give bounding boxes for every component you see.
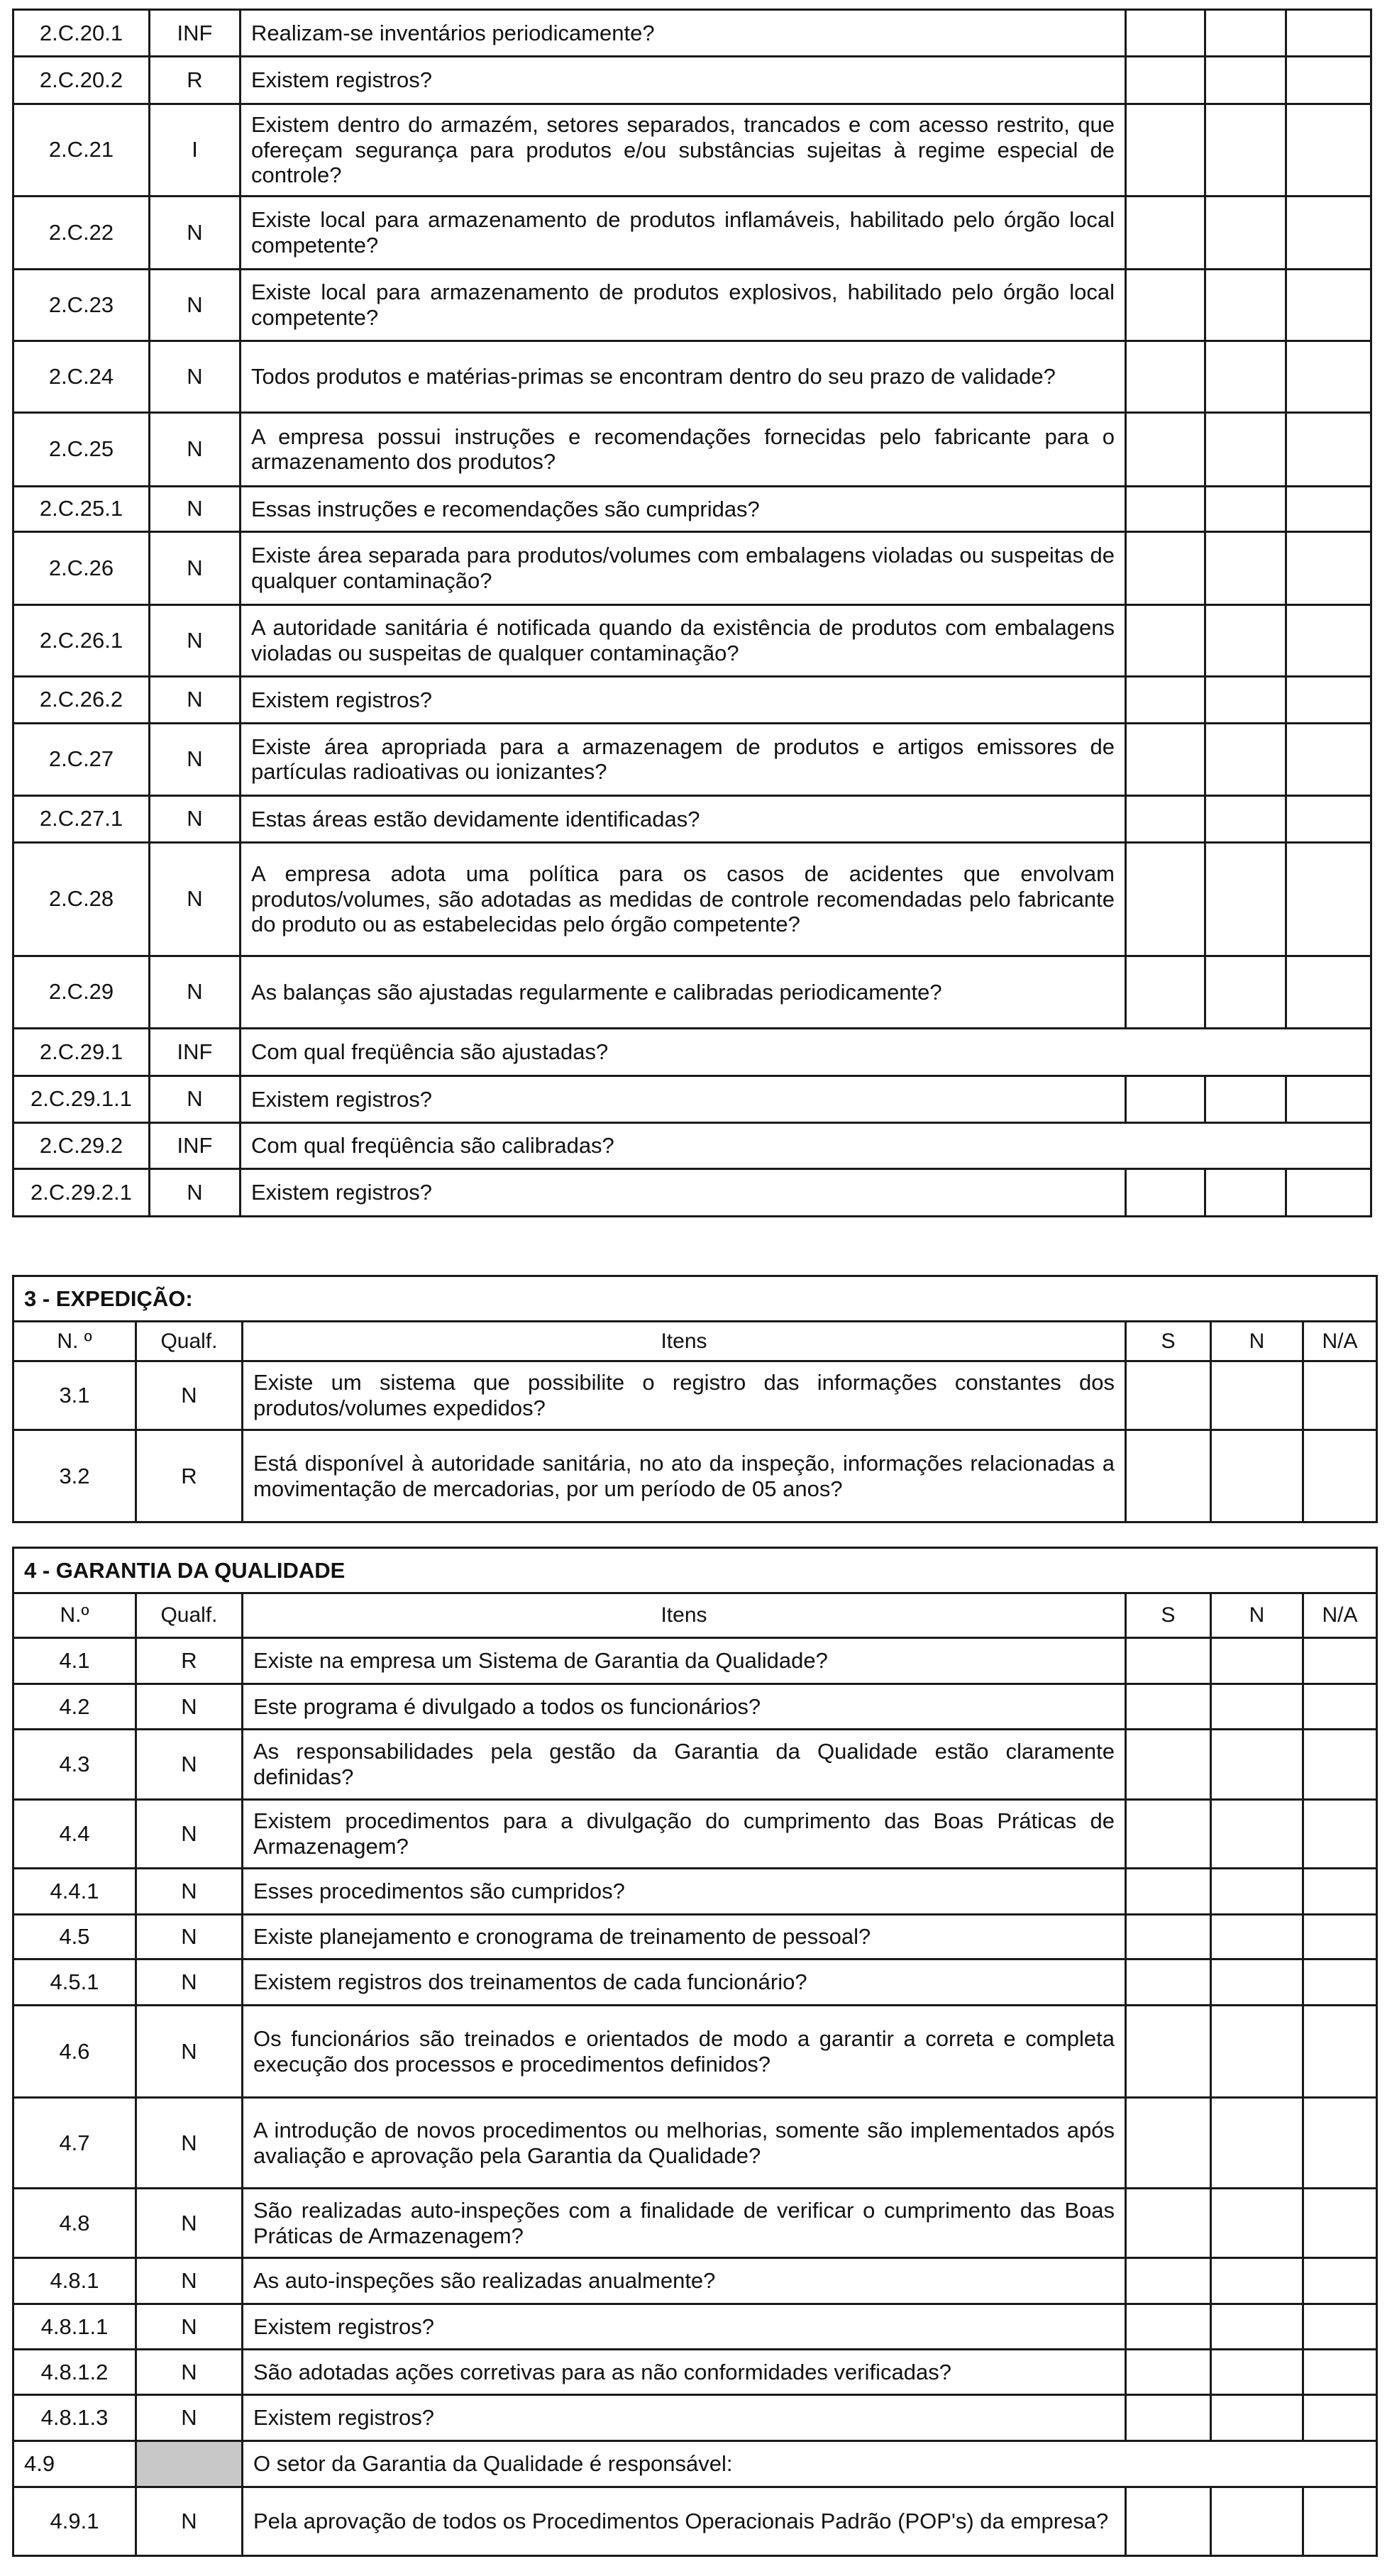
item-text: Existe na empresa um Sistema de Garantia da Qualidade? xyxy=(243,1638,1126,1684)
answer-box-na[interactable] xyxy=(1303,1915,1377,1959)
answer-box-na[interactable] xyxy=(1303,1684,1377,1730)
item-text: Existem registros? xyxy=(243,2304,1126,2350)
answer-box-na[interactable] xyxy=(1286,795,1371,842)
answer-box-n[interactable] xyxy=(1211,1684,1303,1730)
answer-box-n[interactable] xyxy=(1205,1168,1286,1216)
item-text: Está disponível à autoridade sanitária, no ato da inspeção, informações relacionadas a movimentação de mercadorias, por um período de 05 anos? xyxy=(243,1430,1126,1522)
item-text: Existem registros? xyxy=(241,1168,1126,1216)
item-text: Existe local para armazenamento de produtos explosivos, habilitado pelo órgão local competente? xyxy=(241,269,1126,341)
answer-box-na[interactable] xyxy=(1286,486,1371,531)
item-number: 2.C.20.1 xyxy=(13,10,150,57)
answer-box-s[interactable] xyxy=(1126,676,1205,723)
item-text: São realizadas auto-inspeções com a finalidade de verificar o cumprimento das Boas Práticas de Armazenagem? xyxy=(243,2189,1126,2258)
item-text: Existem registros dos treinamentos de cada funcionário? xyxy=(243,1959,1126,2006)
item-qualification: N xyxy=(150,269,241,341)
answer-box-n[interactable] xyxy=(1205,486,1286,531)
answer-box-s[interactable] xyxy=(1126,1684,1211,1730)
answer-box-s[interactable] xyxy=(1126,842,1205,956)
item-text: A introdução de novos procedimentos ou melhorias, somente são implementados após avaliação e aprovação pela Garantia da Qualidade? xyxy=(243,2098,1126,2189)
answer-box-n[interactable] xyxy=(1205,57,1286,104)
item-text: As auto-inspeções são realizadas anualmente? xyxy=(243,2258,1126,2304)
answer-box-na[interactable] xyxy=(1303,2395,1377,2441)
item-text: Estas áreas estão devidamente identificadas? xyxy=(241,795,1126,842)
item-text: Existe local para armazenamento de produtos inflamáveis, habilitado pelo órgão local competente? xyxy=(241,196,1126,269)
table-row xyxy=(13,1122,1371,1168)
table-row xyxy=(13,2350,1377,2395)
table-row xyxy=(13,531,1371,604)
item-qualification: N xyxy=(150,412,241,486)
table-row xyxy=(13,10,1371,57)
answer-box-n[interactable] xyxy=(1205,676,1286,723)
table-row xyxy=(13,795,1371,842)
answer-box-n[interactable] xyxy=(1211,1430,1303,1522)
item-number: 2.C.29.2.1 xyxy=(13,1168,150,1216)
answer-box-s[interactable] xyxy=(1126,1915,1211,1959)
answer-box-n[interactable] xyxy=(1205,196,1286,269)
item-text: As balanças são ajustadas regularmente e calibradas periodicamente? xyxy=(241,956,1126,1028)
answer-box-n[interactable] xyxy=(1211,2487,1303,2556)
header-number: N. º xyxy=(13,1322,136,1361)
answer-box-n[interactable] xyxy=(1205,842,1286,956)
item-text: Existe área apropriada para a armazenagem de produtos e artigos emissores de partículas radioativas ou ionizantes? xyxy=(241,723,1126,795)
item-qualification: N xyxy=(150,1168,241,1216)
item-qualification: N xyxy=(136,2189,243,2258)
item-text: Existe área separada para produtos/volumes com embalagens violadas ou suspeitas de qualquer contaminação? xyxy=(241,531,1126,604)
item-number: 4.3 xyxy=(13,1730,136,1800)
item-number: 2.C.21 xyxy=(13,104,150,197)
answer-box-n[interactable] xyxy=(1211,2006,1303,2098)
answer-box-n[interactable] xyxy=(1211,2350,1303,2395)
item-text: Existem dentro do armazém, setores separados, trancados e com acesso restrito, que ofereçam segurança para produtos e/ou substâncias sujeitas à regime especial de controle? xyxy=(241,104,1126,197)
answer-box-s[interactable] xyxy=(1126,1800,1211,1869)
answer-box-n[interactable] xyxy=(1205,269,1286,341)
table-row xyxy=(13,1361,1377,1430)
answer-box-na[interactable] xyxy=(1286,676,1371,723)
table-row xyxy=(13,269,1371,341)
answer-box-n[interactable] xyxy=(1211,1869,1303,1915)
item-qualification: N xyxy=(136,1959,243,2006)
item-number: 2.C.27 xyxy=(13,723,150,795)
answer-box-n[interactable] xyxy=(1205,723,1286,795)
answer-box-s[interactable] xyxy=(1126,1869,1211,1915)
answer-box-n[interactable] xyxy=(1211,2304,1303,2350)
item-number: 4.9 xyxy=(13,2441,136,2487)
table-row xyxy=(13,1800,1377,1869)
answer-box-s[interactable] xyxy=(1126,2258,1211,2304)
answer-box-s[interactable] xyxy=(1126,2395,1211,2441)
answer-box-na[interactable] xyxy=(1303,2487,1377,2556)
section-2-table xyxy=(12,9,1372,1217)
answer-box-s[interactable] xyxy=(1126,269,1205,341)
item-number: 4.8.1.3 xyxy=(13,2395,136,2441)
answer-box-na[interactable] xyxy=(1286,956,1371,1028)
item-text: Existem registros? xyxy=(241,57,1126,104)
item-number: 4.8.1.1 xyxy=(13,2304,136,2350)
item-qualification: N xyxy=(136,2258,243,2304)
table-row xyxy=(13,486,1371,531)
answer-box-s[interactable] xyxy=(1126,486,1205,531)
item-number: 4.5 xyxy=(13,1915,136,1959)
item-text: Todos produtos e matérias-primas se encontram dentro do seu prazo de validade? xyxy=(241,341,1126,412)
table-row xyxy=(13,1028,1371,1076)
answer-box-na[interactable] xyxy=(1286,723,1371,795)
table-row xyxy=(13,104,1371,197)
answer-box-na[interactable] xyxy=(1286,1076,1371,1122)
answer-box-s[interactable] xyxy=(1126,1730,1211,1800)
item-number: 2.C.26.2 xyxy=(13,676,150,723)
answer-box-n[interactable] xyxy=(1211,2189,1303,2258)
table-row xyxy=(13,1730,1377,1800)
answer-box-na[interactable] xyxy=(1286,196,1371,269)
item-text: Existe planejamento e cronograma de treinamento de pessoal? xyxy=(243,1915,1126,1959)
answer-box-n[interactable] xyxy=(1205,104,1286,197)
item-number: 4.1 xyxy=(13,1638,136,1684)
answer-box-na[interactable] xyxy=(1303,2304,1377,2350)
item-qualification: N xyxy=(150,604,241,676)
table-row xyxy=(13,604,1371,676)
item-number: 4.6 xyxy=(13,2006,136,2098)
answer-box-s[interactable] xyxy=(1126,1168,1205,1216)
item-qualification: INF xyxy=(150,10,241,57)
item-text: Existem registros? xyxy=(241,1076,1126,1122)
item-number: 2.C.29.1 xyxy=(13,1028,150,1076)
item-qualification: N xyxy=(150,486,241,531)
item-text: Com qual freqüência são ajustadas? xyxy=(241,1028,1371,1076)
answer-box-n[interactable] xyxy=(1205,10,1286,57)
item-number: 2.C.23 xyxy=(13,269,150,341)
answer-box-n[interactable] xyxy=(1211,1800,1303,1869)
item-qualification: N xyxy=(150,1076,241,1122)
header-items: Itens xyxy=(243,1322,1126,1361)
item-number: 2.C.20.2 xyxy=(13,57,150,104)
table-row xyxy=(13,2487,1377,2556)
header-qualification: Qualf. xyxy=(136,1593,243,1638)
answer-box-n[interactable] xyxy=(1211,2395,1303,2441)
item-number: 2.C.25 xyxy=(13,412,150,486)
answer-box-s[interactable] xyxy=(1126,795,1205,842)
table-row xyxy=(13,956,1371,1028)
item-number: 2.C.27.1 xyxy=(13,795,150,842)
header-s: S xyxy=(1126,1322,1211,1361)
answer-box-na[interactable] xyxy=(1303,2189,1377,2258)
answer-box-n[interactable] xyxy=(1211,1638,1303,1684)
item-qualification: N xyxy=(150,956,241,1028)
section-3-expedicao-table xyxy=(12,1275,1378,1523)
answer-box-n[interactable] xyxy=(1205,956,1286,1028)
answer-box-s[interactable] xyxy=(1126,10,1205,57)
table-row xyxy=(13,57,1371,104)
item-qualification: N xyxy=(150,842,241,956)
item-qualification xyxy=(136,2441,243,2487)
answer-box-n[interactable] xyxy=(1211,2258,1303,2304)
answer-box-n[interactable] xyxy=(1205,412,1286,486)
header-na: N/A xyxy=(1303,1593,1377,1638)
answer-box-na[interactable] xyxy=(1303,2006,1377,2098)
answer-box-s[interactable] xyxy=(1126,2189,1211,2258)
item-qualification: N xyxy=(150,531,241,604)
item-number: 2.C.26 xyxy=(13,531,150,604)
table-row xyxy=(13,412,1371,486)
item-qualification: N xyxy=(150,341,241,412)
item-qualification: N xyxy=(136,2304,243,2350)
item-qualification: N xyxy=(136,1684,243,1730)
item-qualification: INF xyxy=(150,1122,241,1168)
item-qualification: N xyxy=(136,2098,243,2189)
item-qualification: N xyxy=(136,1869,243,1915)
item-qualification: INF xyxy=(150,1028,241,1076)
answer-box-s[interactable] xyxy=(1126,57,1205,104)
item-qualification: N xyxy=(136,1730,243,1800)
item-qualification: R xyxy=(136,1430,243,1522)
answer-box-s[interactable] xyxy=(1126,604,1205,676)
header-na: N/A xyxy=(1303,1322,1377,1361)
answer-box-n[interactable] xyxy=(1211,1959,1303,2006)
answer-box-na[interactable] xyxy=(1303,2350,1377,2395)
answer-box-na[interactable] xyxy=(1303,2258,1377,2304)
table-row xyxy=(13,2304,1377,2350)
item-qualification: R xyxy=(150,57,241,104)
item-number: 2.C.29.1.1 xyxy=(13,1076,150,1122)
table-row xyxy=(13,1959,1377,2006)
item-text: Essas instruções e recomendações são cumpridas? xyxy=(241,486,1126,531)
answer-box-n[interactable] xyxy=(1205,1076,1286,1122)
header-n: N xyxy=(1211,1593,1303,1638)
item-text: Realizam-se inventários periodicamente? xyxy=(241,10,1126,57)
header-number: N.º xyxy=(13,1593,136,1638)
answer-box-na[interactable] xyxy=(1303,1800,1377,1869)
answer-box-na[interactable] xyxy=(1303,1959,1377,2006)
item-qualification: N xyxy=(150,795,241,842)
answer-box-s[interactable] xyxy=(1126,531,1205,604)
item-number: 4.7 xyxy=(13,2098,136,2189)
section-3-title: 3 - EXPEDIÇÃO: xyxy=(13,1276,1377,1322)
table-row xyxy=(13,723,1371,795)
table-row xyxy=(13,1168,1371,1216)
item-text: Existe um sistema que possibilite o registro das informações constantes dos produtos/volumes expedidos? xyxy=(243,1361,1126,1430)
item-number: 4.8 xyxy=(13,2189,136,2258)
item-text: Existem procedimentos para a divulgação do cumprimento das Boas Práticas de Armazenagem? xyxy=(243,1800,1126,1869)
answer-box-n[interactable] xyxy=(1211,1730,1303,1800)
answer-box-s[interactable] xyxy=(1126,723,1205,795)
answer-box-na[interactable] xyxy=(1286,104,1371,197)
answer-box-na[interactable] xyxy=(1303,1638,1377,1684)
answer-box-n[interactable] xyxy=(1205,795,1286,842)
item-qualification: N xyxy=(136,2006,243,2098)
item-qualification: N xyxy=(136,1800,243,1869)
item-text: A empresa adota uma política para os casos de acidentes que envolvam produtos/volumes, são adotadas as medidas de controle recomendadas pelo fabricante do produto ou as estabelecidas pelo órgão competente? xyxy=(241,842,1126,956)
item-number: 4.8.1 xyxy=(13,2258,136,2304)
answer-box-na[interactable] xyxy=(1286,269,1371,341)
item-number: 4.4.1 xyxy=(13,1869,136,1915)
answer-box-s[interactable] xyxy=(1126,341,1205,412)
item-number: 3.1 xyxy=(13,1361,136,1430)
item-number: 2.C.28 xyxy=(13,842,150,956)
table-row xyxy=(13,1430,1377,1522)
table-row xyxy=(13,1869,1377,1915)
answer-box-s[interactable] xyxy=(1126,1361,1211,1430)
table-row xyxy=(13,1638,1377,1684)
table-row xyxy=(13,2006,1377,2098)
answer-box-s[interactable] xyxy=(1126,1638,1211,1684)
table-row xyxy=(13,2258,1377,2304)
answer-box-s[interactable] xyxy=(1126,1959,1211,2006)
item-number: 4.2 xyxy=(13,1684,136,1730)
table-row xyxy=(13,1684,1377,1730)
section-4-header-row xyxy=(13,1593,1377,1638)
answer-box-s[interactable] xyxy=(1126,2006,1211,2098)
answer-box-na[interactable] xyxy=(1303,1361,1377,1430)
item-number: 2.C.29 xyxy=(13,956,150,1028)
item-number: 4.8.1.2 xyxy=(13,2350,136,2395)
item-text: Os funcionários são treinados e orientados de modo a garantir a correta e completa execução dos processos e procedimentos definidos? xyxy=(243,2006,1126,2098)
answer-box-s[interactable] xyxy=(1126,1076,1205,1122)
answer-box-n[interactable] xyxy=(1205,341,1286,412)
section-4-garantia-table xyxy=(12,1547,1378,2557)
item-text: Existem registros? xyxy=(241,676,1126,723)
answer-box-na[interactable] xyxy=(1303,1730,1377,1800)
answer-box-n[interactable] xyxy=(1211,2098,1303,2189)
answer-box-na[interactable] xyxy=(1286,1168,1371,1216)
header-n: N xyxy=(1211,1322,1303,1361)
answer-box-s[interactable] xyxy=(1126,2304,1211,2350)
answer-box-s[interactable] xyxy=(1126,2487,1211,2556)
answer-box-s[interactable] xyxy=(1126,196,1205,269)
item-text: As responsabilidades pela gestão da Garantia da Qualidade estão claramente definidas? xyxy=(243,1730,1126,1800)
answer-box-na[interactable] xyxy=(1303,1869,1377,1915)
table-row xyxy=(13,842,1371,956)
answer-box-s[interactable] xyxy=(1126,2350,1211,2395)
answer-box-na[interactable] xyxy=(1303,1430,1377,1522)
item-number: 4.9.1 xyxy=(13,2487,136,2556)
table-row xyxy=(13,2189,1377,2258)
item-number: 2.C.26.1 xyxy=(13,604,150,676)
header-s: S xyxy=(1126,1593,1211,1638)
table-row xyxy=(13,341,1371,412)
item-text: Existem registros? xyxy=(243,2395,1126,2441)
answer-box-s[interactable] xyxy=(1126,956,1205,1028)
header-items: Itens xyxy=(243,1593,1126,1638)
answer-box-s[interactable] xyxy=(1126,2098,1211,2189)
answer-box-s[interactable] xyxy=(1126,1430,1211,1522)
answer-box-na[interactable] xyxy=(1286,412,1371,486)
answer-box-na[interactable] xyxy=(1286,10,1371,57)
answer-box-s[interactable] xyxy=(1126,412,1205,486)
item-text: O setor da Garantia da Qualidade é responsável: xyxy=(243,2441,1377,2487)
item-number: 2.C.29.2 xyxy=(13,1122,150,1168)
answer-box-n[interactable] xyxy=(1205,531,1286,604)
table-row xyxy=(13,1076,1371,1122)
item-number: 2.C.22 xyxy=(13,196,150,269)
table-row xyxy=(13,2441,1377,2487)
item-qualification: N xyxy=(150,196,241,269)
answer-box-na[interactable] xyxy=(1286,57,1371,104)
item-qualification: R xyxy=(136,1638,243,1684)
item-qualification: N xyxy=(136,2395,243,2441)
answer-box-na[interactable] xyxy=(1286,341,1371,412)
item-qualification: N xyxy=(136,2487,243,2556)
item-text: Com qual freqüência são calibradas? xyxy=(241,1122,1371,1168)
item-qualification: N xyxy=(136,1915,243,1959)
item-text: A autoridade sanitária é notificada quando da existência de produtos com embalagens violadas ou suspeitas de qualquer contaminação? xyxy=(241,604,1126,676)
item-number: 4.5.1 xyxy=(13,1959,136,2006)
header-qualification: Qualf. xyxy=(136,1322,243,1361)
section-3-header-row xyxy=(13,1322,1377,1361)
answer-box-n[interactable] xyxy=(1211,1915,1303,1959)
item-qualification: N xyxy=(136,2350,243,2395)
table-row xyxy=(13,196,1371,269)
answer-box-na[interactable] xyxy=(1286,842,1371,956)
item-qualification: N xyxy=(150,723,241,795)
table-row xyxy=(13,2098,1377,2189)
item-number: 2.C.25.1 xyxy=(13,486,150,531)
table-row xyxy=(13,676,1371,723)
item-number: 3.2 xyxy=(13,1430,136,1522)
answer-box-n[interactable] xyxy=(1211,1361,1303,1430)
section-4-title: 4 - GARANTIA DA QUALIDADE xyxy=(13,1548,1377,1593)
item-number: 2.C.24 xyxy=(13,341,150,412)
table-row xyxy=(13,1915,1377,1959)
answer-box-na[interactable] xyxy=(1303,2098,1377,2189)
item-qualification: I xyxy=(150,104,241,197)
answer-box-s[interactable] xyxy=(1126,104,1205,197)
item-text: São adotadas ações corretivas para as não conformidades verificadas? xyxy=(243,2350,1126,2395)
answer-box-na[interactable] xyxy=(1286,531,1371,604)
answer-box-na[interactable] xyxy=(1286,604,1371,676)
item-text: Este programa é divulgado a todos os funcionários? xyxy=(243,1684,1126,1730)
answer-box-n[interactable] xyxy=(1205,604,1286,676)
item-qualification: N xyxy=(150,676,241,723)
table-row xyxy=(13,2395,1377,2441)
item-text: A empresa possui instruções e recomendações fornecidas pelo fabricante para o armazenamento dos produtos? xyxy=(241,412,1126,486)
item-text: Pela aprovação de todos os Procedimentos Operacionais Padrão (POP's) da empresa? xyxy=(243,2487,1126,2556)
item-number: 4.4 xyxy=(13,1800,136,1869)
item-qualification: N xyxy=(136,1361,243,1430)
item-text: Esses procedimentos são cumpridos? xyxy=(243,1869,1126,1915)
